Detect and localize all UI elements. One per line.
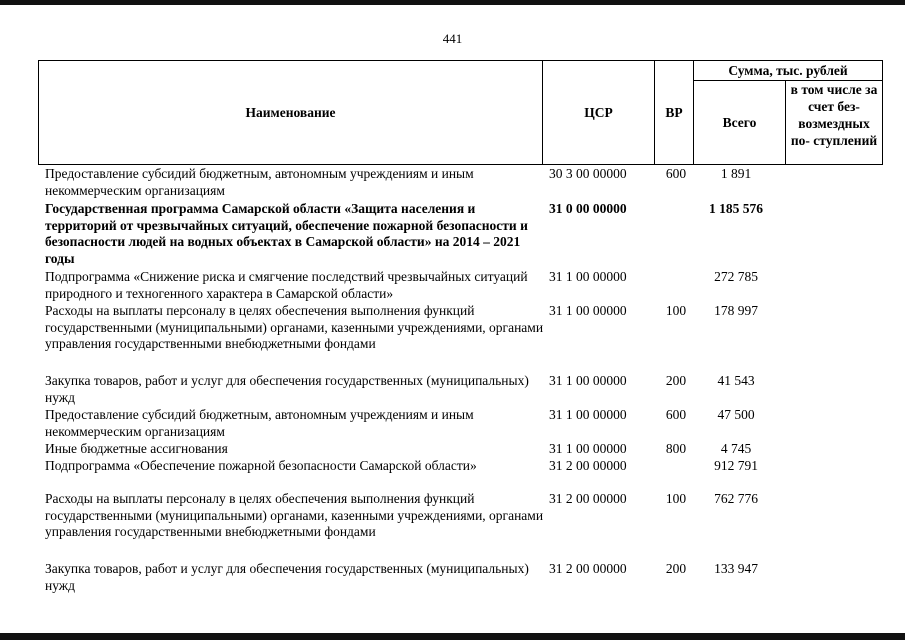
header-sum: Сумма, тыс. рублей bbox=[728, 63, 848, 78]
scan-bottom-edge bbox=[0, 633, 905, 640]
row-csr: 31 1 00 00000 bbox=[549, 269, 627, 284]
row-total: 272 785 bbox=[714, 269, 758, 284]
header-including-grants: в том числе за счет без- возмездных по- ступлений bbox=[790, 82, 878, 148]
header-top-border bbox=[38, 60, 883, 61]
row-csr: 31 1 00 00000 bbox=[549, 303, 627, 318]
row-name: Закупка товаров, работ и услуг для обеспечения государственных (муниципальных) нужд bbox=[45, 373, 529, 405]
row-total: 47 500 bbox=[717, 407, 755, 422]
scan-top-edge bbox=[0, 0, 905, 5]
row-total: 41 543 bbox=[717, 373, 755, 388]
row-name: Предоставление субсидий бюджетным, автономным учреждениям и иным некоммерческим организациям bbox=[45, 166, 474, 198]
header-csr: ЦСР bbox=[584, 105, 613, 120]
row-csr: 31 1 00 00000 bbox=[549, 441, 627, 456]
row-total: 762 776 bbox=[714, 491, 758, 506]
row-total: 1 891 bbox=[720, 166, 752, 181]
row-csr: 31 2 00 00000 bbox=[549, 491, 627, 506]
row-vr: 100 bbox=[665, 491, 687, 506]
row-csr: 31 2 00 00000 bbox=[549, 458, 627, 473]
row-vr: 600 bbox=[665, 166, 687, 181]
row-name: Предоставление субсидий бюджетным, автономным учреждениям и иным некоммерческим организациям bbox=[45, 407, 474, 439]
row-vr: 800 bbox=[665, 441, 687, 456]
header-name: Наименование bbox=[245, 105, 336, 120]
row-total: 4 745 bbox=[720, 441, 752, 456]
row-vr: 200 bbox=[665, 561, 687, 576]
row-csr: 30 3 00 00000 bbox=[549, 166, 627, 181]
row-csr: 31 1 00 00000 bbox=[549, 407, 627, 422]
row-name: Расходы на выплаты персоналу в целях обеспечения выполнения функций государственными (муниципальными) органами, казенными учреждениями, органами управления государственными внебюджетными фондами bbox=[45, 303, 544, 351]
row-csr: 31 1 00 00000 bbox=[549, 373, 627, 388]
row-name: Закупка товаров, работ и услуг для обеспечения государственных (муниципальных) нужд bbox=[45, 561, 529, 593]
header-vr: ВР bbox=[665, 105, 683, 120]
row-total: 1 185 576 bbox=[709, 201, 763, 216]
row-vr: 600 bbox=[665, 407, 687, 422]
row-name: Расходы на выплаты персоналу в целях обеспечения выполнения функций государственными (муниципальными) органами, казенными учреждениями, органами управления государственными внебюджетными фондами bbox=[45, 491, 544, 539]
row-name: Иные бюджетные ассигнования bbox=[45, 441, 228, 456]
header-bottom-border bbox=[38, 164, 883, 165]
row-name: Подпрограмма «Снижение риска и смягчение последствий чрезвычайных ситуаций природного и техногенного характера в Самарской области» bbox=[45, 269, 528, 301]
row-csr: 31 2 00 00000 bbox=[549, 561, 627, 576]
row-total: 912 791 bbox=[714, 458, 758, 473]
header-divider-total bbox=[785, 80, 786, 165]
page-number: 441 bbox=[442, 31, 463, 46]
row-total: 133 947 bbox=[714, 561, 758, 576]
row-vr: 100 bbox=[665, 303, 687, 318]
header-total: Всего bbox=[722, 115, 757, 130]
row-name: Государственная программа Самарской области «Защита населения и территорий от чрезвычайных ситуаций, обеспечение пожарной безопасности и безопасности людей на водных объектах в Самарской области» на 2014 – 2021 годы bbox=[45, 201, 528, 266]
row-vr: 200 bbox=[665, 373, 687, 388]
row-total: 178 997 bbox=[714, 303, 758, 318]
header-right-border bbox=[882, 60, 883, 165]
row-name: Подпрограмма «Обеспечение пожарной безопасности Самарской области» bbox=[45, 458, 477, 473]
row-csr: 31 0 00 00000 bbox=[549, 201, 627, 216]
